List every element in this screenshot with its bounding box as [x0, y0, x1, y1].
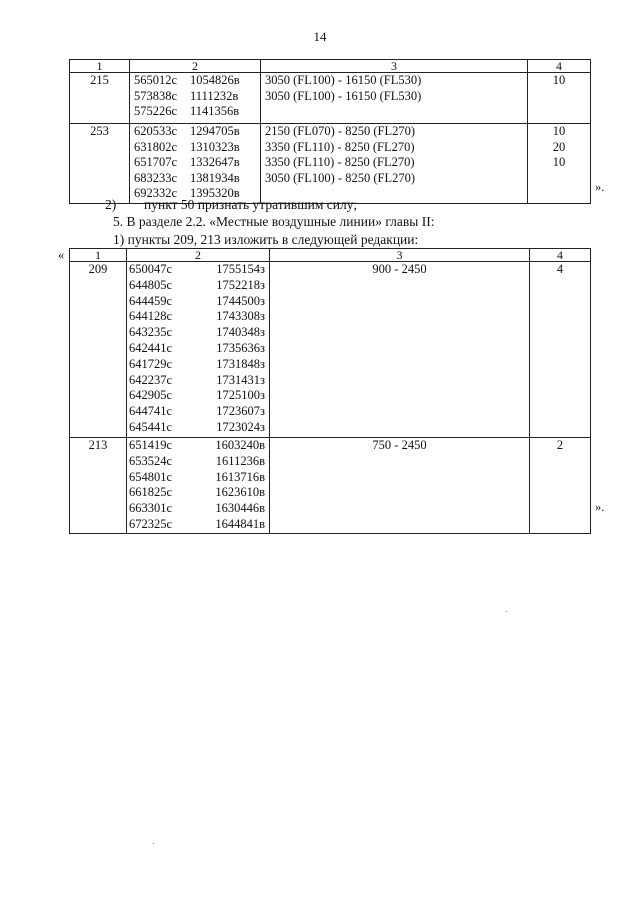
scan-speck	[153, 843, 154, 844]
levels-cell: 900 - 2450	[270, 262, 530, 438]
header-col-2: 2	[130, 60, 261, 73]
row-number: 209	[70, 262, 127, 438]
row-number: 213	[70, 438, 127, 534]
header-col-4: 4	[530, 249, 591, 262]
coordinates-cell: 651419с 1603240в 653524с 1611236в 654801с 1613716в 661825с 1623610в 663301с 1630446в 672325с 1644841в	[127, 438, 270, 534]
width-cell: 2	[530, 438, 591, 534]
width-cell: 10 20 10	[528, 124, 591, 204]
table-row	[70, 262, 591, 438]
airway-table-2	[69, 248, 591, 534]
airway-table-1	[69, 59, 591, 204]
table-header-row	[70, 249, 591, 262]
table-row	[70, 73, 591, 124]
levels-cell: 3050 (FL100) - 16150 (FL530) 3050 (FL100) - 16150 (FL530)	[261, 73, 528, 124]
opening-quote: «	[58, 248, 65, 262]
levels-cell: 750 - 2450	[270, 438, 530, 534]
instruction-text: 1) пункты 209, 213 изложить в следующей редакции:	[113, 232, 419, 247]
coordinates-cell: 565012с 1054826в 573838с 1111232в 575226с 1141356в	[130, 73, 261, 124]
row-number: 253	[70, 124, 130, 204]
header-col-3: 3	[261, 60, 528, 73]
header-col-3: 3	[270, 249, 530, 262]
row-number: 215	[70, 73, 130, 124]
header-col-2: 2	[127, 249, 270, 262]
header-col-1: 1	[70, 60, 130, 73]
table-row	[70, 124, 591, 204]
header-col-1: 1	[70, 249, 127, 262]
width-cell: 4	[530, 262, 591, 438]
coordinates-cell: 620533с 1294705в 631802с 1310323в 651707с 1332647в 683233с 1381934в 692332с 1395320в	[130, 124, 261, 204]
levels-cell: 2150 (FL070) - 8250 (FL270) 3350 (FL110) - 8250 (FL270) 3350 (FL110) - 8250 (FL270) 3050 (FL100) - 8250 (FL270)	[261, 124, 528, 204]
page-number: 14	[313, 29, 327, 44]
width-cell: 10	[528, 73, 591, 124]
closing-quote: ».	[595, 500, 605, 514]
section-heading: 5. В разделе 2.2. «Местные воздушные линии» главы II:	[113, 214, 435, 229]
header-col-4: 4	[528, 60, 591, 73]
scan-speck	[506, 611, 507, 612]
coordinates-cell: 650047с 1755154з 644805с 1752218з 644459с 1744500з 644128с 1743308з 643235с 1740348з 642441с 1735636з 641729с 1731848з 642237с 1731431з 642905с 1725100з 644741с 1723607з 645441с 1723024з	[127, 262, 270, 438]
table-header-row	[70, 60, 591, 73]
paragraph-text: пункт 50 признать утратившим силу;	[144, 197, 358, 212]
paragraph-number: 2)	[105, 197, 117, 212]
table-row	[70, 438, 591, 534]
closing-quote: ».	[595, 180, 605, 194]
